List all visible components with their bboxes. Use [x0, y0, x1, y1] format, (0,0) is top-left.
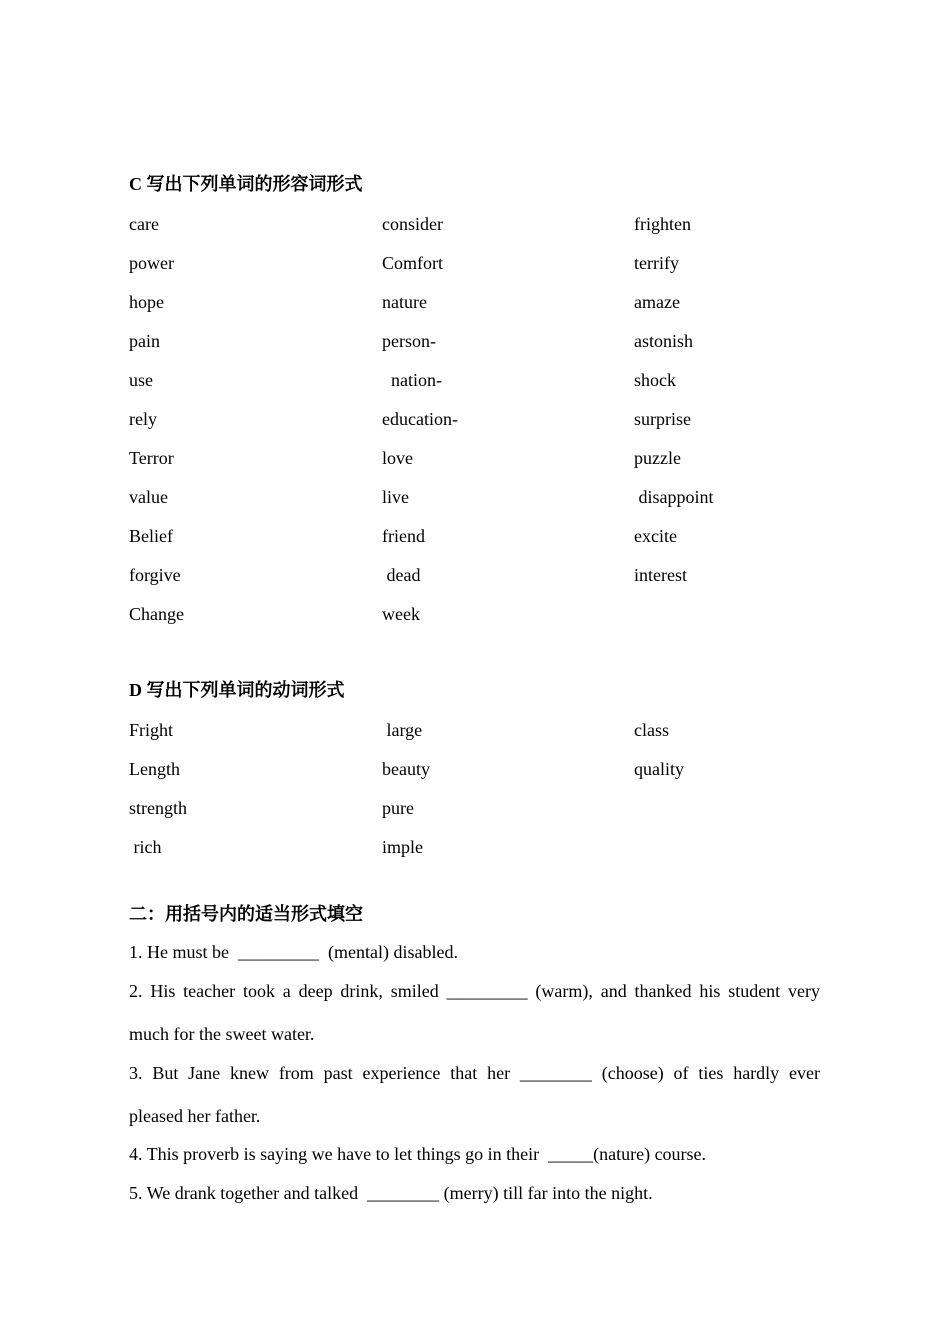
word-cell: shock	[634, 370, 676, 390]
word-cell: rely	[129, 409, 157, 429]
table-row	[129, 486, 820, 508]
table-row	[129, 836, 820, 858]
word-cell: amaze	[634, 292, 680, 312]
section-d-heading: D 写出下列单词的动词形式	[129, 680, 345, 700]
table-row	[129, 291, 820, 313]
word-cell: nation-	[382, 370, 442, 390]
question-1: 1. He must be _________ (mental) disabled.	[129, 942, 458, 962]
table-row	[129, 252, 820, 274]
word-cell: interest	[634, 565, 687, 585]
word-cell: love	[382, 448, 413, 468]
word-cell: Length	[129, 759, 180, 779]
question-2-line-1: 2. His teacher took a deep drink, smiled _________ (warm), and thanked his student very	[129, 981, 820, 1001]
word-cell: pure	[382, 798, 414, 818]
word-cell: strength	[129, 798, 187, 818]
word-cell: rich	[129, 837, 162, 857]
table-row	[129, 719, 820, 741]
table-row	[129, 447, 820, 469]
word-cell: disappoint	[634, 487, 714, 507]
word-cell: use	[129, 370, 153, 390]
section-c-heading: C 写出下列单词的形容词形式	[129, 174, 363, 194]
table-row	[129, 369, 820, 391]
word-cell: large	[382, 720, 423, 740]
table-row	[129, 564, 820, 586]
word-cell: quality	[634, 759, 684, 779]
word-cell: care	[129, 214, 159, 234]
word-cell: power	[129, 253, 174, 273]
word-cell: value	[129, 487, 168, 507]
word-cell: frighten	[634, 214, 691, 234]
word-cell: friend	[382, 526, 425, 546]
word-cell: pain	[129, 331, 160, 351]
word-cell: class	[634, 720, 669, 740]
question-3-line-2: pleased her father.	[129, 1106, 261, 1126]
word-cell: astonish	[634, 331, 694, 351]
table-row	[129, 408, 820, 430]
table-row	[129, 603, 820, 625]
question-2-line-2: much for the sweet water.	[129, 1024, 315, 1044]
word-cell: consider	[382, 214, 443, 234]
word-cell: excite	[634, 526, 677, 546]
word-cell: dead	[382, 565, 421, 585]
word-cell: imple	[382, 837, 423, 857]
word-cell: puzzle	[634, 448, 681, 468]
question-5: 5. We drank together and talked ________ (merry) till far into the night.	[129, 1183, 653, 1203]
section-2-heading: 二：用括号内的适当形式填空	[129, 904, 363, 924]
word-cell: nature	[382, 292, 427, 312]
table-row	[129, 330, 820, 352]
document-page	[129, 0, 820, 1342]
word-cell: hope	[129, 292, 164, 312]
table-row	[129, 797, 820, 819]
table-row	[129, 525, 820, 547]
word-cell: person-	[382, 331, 436, 351]
word-cell: Fright	[129, 720, 174, 740]
word-cell: beauty	[382, 759, 430, 779]
word-cell: Change	[129, 604, 184, 624]
word-cell: forgive	[129, 565, 181, 585]
word-cell: surprise	[634, 409, 691, 429]
question-4: 4. This proverb is saying we have to let things go in their _____(nature) course.	[129, 1144, 707, 1164]
word-cell: Terror	[129, 448, 174, 468]
table-row	[129, 758, 820, 780]
question-3-line-1: 3. But Jane knew from past experience that her ________ (choose) of ties hardly ever	[129, 1063, 820, 1083]
table-row	[129, 213, 820, 235]
word-cell: week	[382, 604, 420, 624]
word-cell: live	[382, 487, 409, 507]
word-cell: Belief	[129, 526, 173, 546]
word-cell: Comfort	[382, 253, 443, 273]
word-cell: terrify	[634, 253, 679, 273]
word-cell: education-	[382, 409, 458, 429]
